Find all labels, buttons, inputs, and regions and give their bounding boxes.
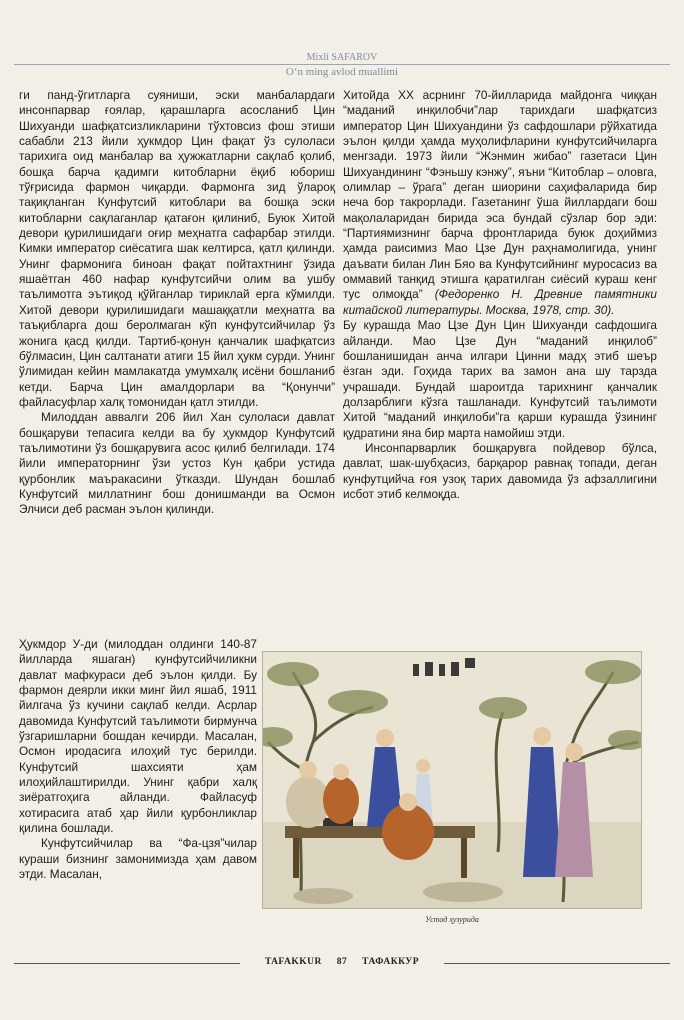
header-rule <box>14 64 670 65</box>
paragraph: Кунфутсийчилар ва “Фа-цзя”чилар кураши бизнинг замонимизда ҳам давом этди. Масалан, <box>19 836 257 882</box>
paragraph: Милоддан аввалги 206 йил Хан сулоласи давлат бошқаруви тепасига келди ва бу ҳукмдор Кунфутсий таълимотини ўз бошқарувига асос қилиб белгилади. 174 йили императорнинг ўзи устоз Кун қабри устида қурбонлик маъракасини ўтказди. Шундан бошлаб Кунфутсий миллатнинг бош донишманди ва Осмон Элчиси деб расман эълон қилинди. <box>19 410 335 517</box>
page-footer <box>0 957 684 967</box>
running-title: O‘n ming avlod muallimi <box>285 66 399 78</box>
paragraph: Ҳукмдор У-ди (милоддан олдинги 140-87 йилларда яшаган) кунфутсийчиликни давлат мафкураси деб эълон қилди. Бу фармон деярли икки минг йил яшаб, 1911 йилгача ўз кучини сақлаб келди. Асрлар давомида Кунфутсий таълимоти бирмунча ўзгаришларни бошдан кечирди. Масалан, Осмон иродасига илоҳий тус берилди. Кунфутсий шахсияти ҳам илоҳийлаштирилди. Унинг қабри халқ зиёратгоҳига айланди. Файласуф хотирасига атаб ҳар йили қурбонликлар қилина бошлади. <box>19 637 257 836</box>
paragraph: Бу курашда Мао Цзе Дун Цин Шихуанди сафдошига айланди. Мао Цзе Дун “маданий инқилоб” бошланишидан анча илгари Цинни мадҳ этиб шеър ёзган эди. Гоҳида тарих ва замон ана шу тарзда учрашади. Бундай шароитда тарихнинг қанчалик долзарблиги кўзга ташланади. Кунфутсий таълимоти Хитой “маданий инқилоби”га қарши курашда ўзининг қудратини яна бир марта намойиш этди. <box>343 318 657 440</box>
running-author: Mixli SAFAROV <box>306 52 378 63</box>
left-column-bottom <box>19 637 257 883</box>
page-number: 87 <box>336 957 348 967</box>
illustration-drawing <box>263 652 641 908</box>
rock <box>293 888 353 904</box>
illustration-caption: Устод ҳузурида <box>425 915 479 924</box>
footer-magazine-cyrillic: ТАФАККУР <box>362 957 420 967</box>
paragraph: Инсонпарварлик бошқарувга пойдевор бўлса, давлат, шак-шубҳасиз, барқарор равнақ топади, деган кунфутцийча ғоя узоқ тарих давомида ўз афзаллигини исбот этиб келмоқда. <box>343 440 657 501</box>
right-column <box>343 88 657 502</box>
paragraph-text: Хитойда XX асрнинг 70-йилларида майдонга чиққан “маданий инқилобчи”лар тарихдаги шафқатсиз император Цин Шихуандини ўз сафдошлари рўйхатида эълон қилди ҳамда муҳолифларини кунфутсийчиларга менгзади. 1973 йили “Жэнмин жибао” газетаси Цин Шихуандининг “Фэньшу кэнжу”, яъни “Китоблар – оловга, олимлар – ўрага” деган шиорини саҳифаларида бир неча бор такрорлади. Газетанинг ўша йиллардаги бош мақолаларидан бирида эса бундай сўзлар бор эди: “Партиямизнинг барча фронтларида буюк доҳиймиз ҳамда раисимиз Мао Цзе Дун раҳнамолигида, унинг даъвати билан Лин Бяо ва Кунфутсийнинг муросасиз ва оммавий танқид этишга қаратилган сиёсий кураш кенг тус олмоқда” <box>343 88 658 302</box>
illustration <box>262 651 642 909</box>
paragraph: ги панд-ўгитларга суяниши, эски манбалардаги инсонпарвар ғоялар, қарашларга асосланиб Цин Шихуанди шафқатсизликларини тўхтовсиз фош этиши сабабли 213 йили ҳукмдор Цин фақат ўз сулоласи тарихига оид манбалар ва ҳужжатларни сақлаб қолиб, бошқа барча қадимги китобларни ёқиб юбориш тўғрисида фармон чиқарди. Фармонга зид ўлароқ тақиқланган Кунфутсий китоблари ва бошқа эски китобларни сақлаганлар қатағон қилиниб, Буюк Хитой девори қурилишидаги оғир меҳнатга сафарбар этилди. Кимки император сиёсатига шак келтирса, қатл қилинди. Унинг фармонига биноан фақат пойтахтнинг ўзида яшаётган 460 нафар кунфутсийчи олим ва ушбу таълимотга эътиқод қўйганлар тириклай ерга кўмилди. Хитой девори қурилишидаги машаққатли меҳнатга ва таъқибларга дош беролмаган кўп кунфутсийчилар ўз жонига қасд қилди. Тартиб-қонун қанчалик шафқатсиз бўлмасин, Цин салтанати атиги 15 йил ҳукм сурди. Унинг ўлимидан кейин мамлакатда умумхалқ исёни бошланиб кетди. Барча Цин амалдорлари ва “Қонунчи” файласуфлар халқ томонидан қатл этилди. <box>19 88 335 409</box>
left-column-top <box>19 88 335 518</box>
paragraph <box>343 88 657 318</box>
citation: (Федоренко Н. Древние памятники китайской литературы. Москва, 1978, стр. 30). <box>343 287 657 317</box>
footer-magazine-latin: TAFAKKUR <box>264 957 322 967</box>
rock <box>423 882 503 902</box>
